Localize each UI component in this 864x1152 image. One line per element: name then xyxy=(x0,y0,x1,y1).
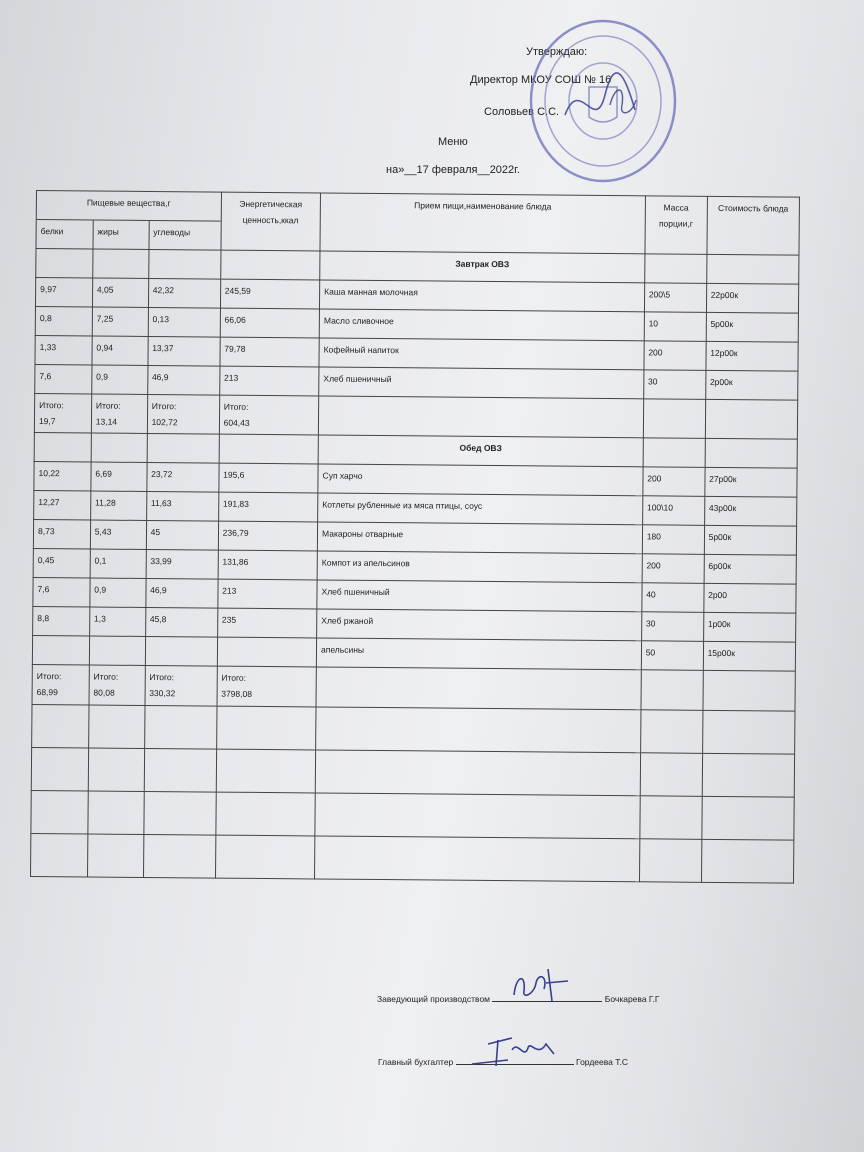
fat-cell: 0,9 xyxy=(92,365,148,394)
mass-cell: 100\10 xyxy=(642,496,704,526)
approve-label: Утверждаю: xyxy=(526,46,588,58)
empty-cell xyxy=(31,790,88,833)
price-cell: 6р00к xyxy=(704,555,797,585)
carbs-cell: 33,99 xyxy=(146,550,218,580)
energy-cell xyxy=(217,637,317,667)
empty-cell xyxy=(88,705,144,748)
mass-cell: 200 xyxy=(642,554,704,584)
carbs-cell: 46,9 xyxy=(147,365,219,395)
total-label: Итого: xyxy=(95,400,121,411)
energy-cell: 245,59 xyxy=(220,279,320,309)
dish-name-cell: Компот из апельсинов xyxy=(317,551,642,583)
total-label: Итого: xyxy=(151,401,177,412)
document-title: Меню xyxy=(438,136,468,148)
round-seal-icon xyxy=(525,15,680,185)
section-title: Завтрак ОВЗ xyxy=(320,251,645,283)
header-protein: белки xyxy=(36,220,93,249)
fat-cell xyxy=(89,636,145,665)
protein-cell: 8,8 xyxy=(33,607,90,636)
empty-cell xyxy=(31,747,88,790)
total-cell xyxy=(91,394,147,434)
dish-name-cell: Макароны отварные xyxy=(317,522,642,554)
mass-cell: 180 xyxy=(642,525,704,555)
empty-cell xyxy=(702,753,795,797)
carbs-cell: 13,37 xyxy=(148,336,220,366)
total-value: 604,43 xyxy=(223,417,250,429)
mass-cell: 200 xyxy=(644,341,706,371)
empty-row xyxy=(31,790,794,840)
empty-cell xyxy=(88,748,144,791)
fat-cell: 7,25 xyxy=(92,307,148,336)
director-name: Соловьев С.С. xyxy=(484,106,560,118)
total-cell xyxy=(34,393,91,433)
empty-cell xyxy=(702,710,795,754)
protein-cell: 0,45 xyxy=(33,549,90,578)
empty-cell xyxy=(640,795,702,839)
empty-cell xyxy=(703,671,796,711)
empty-cell xyxy=(36,249,93,278)
energy-cell: 236,79 xyxy=(218,521,318,551)
empty-cell xyxy=(315,793,640,839)
header-nutrients: Пищевые вещества,г xyxy=(36,191,221,222)
fat-cell: 0,94 xyxy=(92,336,148,365)
protein-cell xyxy=(32,636,89,665)
total-label: Итого: xyxy=(223,401,249,412)
mass-cell: 200 xyxy=(643,467,705,497)
carbs-cell: 42,32 xyxy=(148,278,220,308)
total-cell xyxy=(32,665,89,705)
empty-cell xyxy=(640,752,702,796)
empty-cell xyxy=(705,399,798,439)
total-value: 80,08 xyxy=(93,687,115,699)
protein-cell: 7,6 xyxy=(33,578,90,607)
empty-cell xyxy=(144,705,216,749)
price-cell: 12р00к xyxy=(706,341,799,371)
empty-cell xyxy=(143,834,215,878)
total-cell xyxy=(145,666,217,706)
empty-cell xyxy=(315,750,640,796)
empty-cell xyxy=(93,249,149,278)
protein-cell: 12,27 xyxy=(34,491,91,520)
dish-name-cell: Хлеб ржаной xyxy=(317,609,642,641)
fat-cell: 11,28 xyxy=(90,491,146,520)
total-cell xyxy=(217,666,317,706)
total-value: 3798,08 xyxy=(221,689,253,700)
price-cell: 27р00к xyxy=(704,468,797,498)
total-row xyxy=(32,665,795,711)
menu-date: на»__17 февраля__2022г. xyxy=(386,164,520,176)
empty-cell xyxy=(701,839,794,883)
dish-name-cell: Кофейный напиток xyxy=(319,338,644,370)
dish-name-cell: Хлеб пшеничный xyxy=(319,367,644,399)
protein-cell: 1,33 xyxy=(35,335,92,364)
total-label: Итого: xyxy=(149,672,175,683)
carbs-cell: 45,8 xyxy=(145,608,217,638)
empty-cell xyxy=(143,791,215,835)
empty-cell xyxy=(148,249,220,279)
empty-cell xyxy=(216,706,316,750)
energy-cell: 213 xyxy=(219,366,319,396)
mass-cell: 30 xyxy=(641,612,703,642)
total-value: 68,99 xyxy=(36,687,58,698)
signature-icon xyxy=(468,1030,558,1070)
empty-cell xyxy=(640,709,702,753)
total-label: Итого: xyxy=(93,671,119,683)
price-cell: 22р00к xyxy=(706,283,799,313)
price-cell: 1р00к xyxy=(703,613,796,643)
total-value: 19,7 xyxy=(38,416,56,427)
mass-cell: 30 xyxy=(643,370,705,400)
header-carbs: углеводы xyxy=(149,220,221,250)
empty-cell xyxy=(701,796,794,840)
dish-name-cell: Суп харчо xyxy=(318,464,643,496)
total-row xyxy=(34,393,797,439)
dish-name-cell: Котлеты рубленные из мяса птицы, соус xyxy=(318,493,643,525)
carbs-cell: 0,13 xyxy=(148,307,220,337)
empty-cell xyxy=(316,707,641,753)
fat-cell: 5,43 xyxy=(90,520,146,549)
header-energy: Энергетическая ценность,ккал xyxy=(221,192,321,251)
protein-cell: 0,8 xyxy=(35,306,92,335)
price-cell: 2р00 xyxy=(703,584,796,614)
empty-cell xyxy=(31,833,88,876)
fat-cell: 1,3 xyxy=(89,607,145,636)
section-title: Обед ОВЗ xyxy=(318,435,643,467)
total-value: 102,72 xyxy=(151,417,178,428)
fat-cell: 6,69 xyxy=(91,462,147,491)
empty-cell xyxy=(147,434,219,464)
price-cell: 5р00к xyxy=(704,526,797,556)
empty-cell xyxy=(219,434,319,464)
empty-cell xyxy=(318,396,643,438)
empty-cell xyxy=(216,792,316,836)
empty-cell xyxy=(639,838,701,882)
total-label: Итого: xyxy=(36,671,62,682)
accountant-label: Главный бухгалтер xyxy=(378,1057,454,1067)
empty-cell xyxy=(644,254,706,284)
empty-cell xyxy=(316,667,641,709)
price-cell: 5р00к xyxy=(706,312,799,342)
mass-cell: 40 xyxy=(642,583,704,613)
total-label: Итого: xyxy=(221,672,247,684)
header-mass: Масса порции,г xyxy=(645,196,707,255)
empty-cell xyxy=(88,791,144,834)
director-title: Директор МКОУ СОШ № 16 xyxy=(470,74,612,86)
empty-cell xyxy=(91,433,147,462)
empty-cell xyxy=(706,254,799,284)
total-value: 330,32 xyxy=(149,688,176,699)
energy-cell: 66,06 xyxy=(220,308,320,338)
mass-cell: 50 xyxy=(641,641,703,671)
empty-cell xyxy=(87,834,143,877)
price-cell: 15р00к xyxy=(703,642,796,672)
protein-cell: 8,73 xyxy=(33,520,90,549)
protein-cell: 9,97 xyxy=(35,278,92,307)
dish-name-cell: Каша манная молочная xyxy=(320,280,645,312)
carbs-cell: 23,72 xyxy=(146,463,218,493)
production-head-label: Заведующий производством xyxy=(377,994,491,1004)
carbs-cell: 45 xyxy=(146,521,218,551)
header-fat: жиры xyxy=(93,220,149,249)
header-price: Стоимость блюда xyxy=(707,196,800,255)
energy-cell: 195,6 xyxy=(219,463,319,493)
carbs-cell: 11,63 xyxy=(146,492,218,522)
empty-cell xyxy=(34,433,91,462)
menu-table xyxy=(30,190,800,883)
total-cell xyxy=(219,395,319,435)
mass-cell: 10 xyxy=(644,312,706,342)
empty-cell xyxy=(705,439,798,469)
empty-cell xyxy=(220,250,320,280)
signature-icon xyxy=(508,965,572,1005)
empty-cell xyxy=(641,670,703,710)
fat-cell: 0,1 xyxy=(90,549,146,578)
empty-cell xyxy=(315,836,640,882)
empty-cell xyxy=(216,749,316,793)
energy-cell: 131,86 xyxy=(218,550,318,580)
carbs-cell: 46,9 xyxy=(145,579,217,609)
empty-cell xyxy=(32,704,89,747)
energy-cell: 213 xyxy=(217,579,317,609)
price-cell: 43р00к xyxy=(704,497,797,527)
empty-row xyxy=(31,833,794,883)
empty-cell xyxy=(144,748,216,792)
mass-cell: 200\5 xyxy=(644,283,706,313)
total-cell xyxy=(89,665,145,705)
energy-cell: 235 xyxy=(217,608,317,638)
empty-row xyxy=(32,704,795,754)
fat-cell: 4,05 xyxy=(92,278,148,307)
dish-name-cell: Хлеб пшеничный xyxy=(317,580,642,612)
price-cell: 2р00к xyxy=(705,370,798,400)
total-cell xyxy=(147,394,219,434)
protein-cell: 10,22 xyxy=(34,462,91,491)
fat-cell: 0,9 xyxy=(90,578,146,607)
carbs-cell xyxy=(145,637,217,667)
energy-cell: 191,83 xyxy=(218,492,318,522)
accountant-name: Гордеева Т.С xyxy=(576,1057,628,1067)
protein-cell: 7,6 xyxy=(35,364,92,393)
total-value: 13,14 xyxy=(95,416,118,427)
header-meal: Прием пищи,наименование блюда xyxy=(320,193,645,254)
empty-cell xyxy=(643,399,705,439)
empty-cell xyxy=(643,438,705,468)
empty-row xyxy=(31,747,794,797)
total-label: Итого: xyxy=(39,400,64,411)
production-head-name: Бочкарева Г.Г xyxy=(604,994,660,1004)
dish-name-cell: апельсины xyxy=(316,638,641,670)
energy-cell: 79,78 xyxy=(220,337,320,367)
empty-cell xyxy=(215,835,315,879)
dish-name-cell: Масло сливочное xyxy=(319,309,644,341)
